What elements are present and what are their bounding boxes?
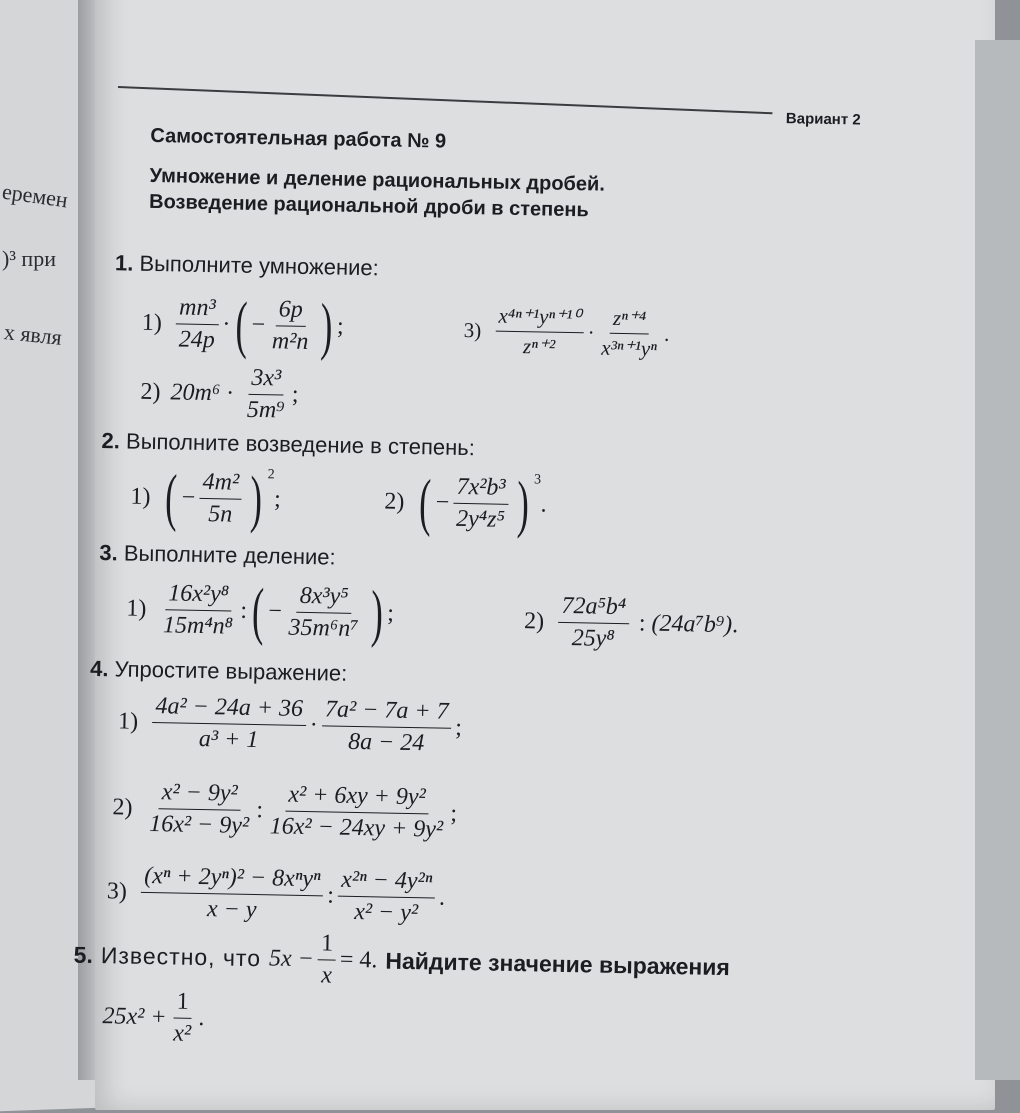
semicolon: ; bbox=[455, 714, 463, 742]
denominator: x bbox=[320, 962, 333, 989]
numerator: 1 bbox=[173, 989, 192, 1019]
numerator: (xⁿ + 2yⁿ)² − 8xⁿyⁿ bbox=[141, 863, 324, 896]
task-text: Выполните деление: bbox=[123, 540, 336, 570]
denominator: 8a − 24 bbox=[347, 728, 425, 757]
task-1-heading bbox=[115, 250, 379, 281]
task-number: 5. bbox=[73, 941, 94, 968]
fraction bbox=[244, 365, 289, 425]
left-paren: ( bbox=[234, 288, 248, 360]
task-1-item-2 bbox=[140, 363, 299, 425]
task-number: 3. bbox=[99, 540, 119, 566]
minus-sign: − bbox=[268, 597, 283, 625]
task-1-item-3 bbox=[463, 303, 670, 362]
denominator: 16x² − 24xy + 9y² bbox=[269, 813, 444, 843]
equation-lhs: 5x − bbox=[268, 945, 315, 973]
left-paren: ( bbox=[418, 466, 432, 538]
denominator: 2y⁴z⁵ bbox=[455, 505, 506, 533]
numerator: 7a² − 7a + 7 bbox=[322, 696, 452, 728]
task-1-item-1 bbox=[141, 288, 344, 362]
numerator: x² − 9y² bbox=[158, 779, 240, 811]
period: . bbox=[731, 612, 739, 639]
period: . bbox=[540, 490, 547, 518]
denominator: a³ + 1 bbox=[198, 725, 259, 754]
right-paren: ) bbox=[516, 468, 530, 540]
task-text: Выполните умножение: bbox=[139, 250, 380, 281]
fraction bbox=[453, 473, 509, 533]
division-colon: : bbox=[327, 882, 335, 909]
fraction bbox=[266, 781, 446, 843]
numerator: x⁴ⁿ⁺¹yⁿ⁺¹⁰ bbox=[495, 304, 584, 334]
task-2-item-1 bbox=[130, 461, 282, 535]
task-4-item-3 bbox=[106, 862, 445, 927]
right-paren: ) bbox=[370, 577, 384, 649]
fraction bbox=[598, 306, 661, 362]
item-label: 2) bbox=[112, 794, 133, 821]
fraction bbox=[285, 582, 362, 642]
division-colon: : bbox=[638, 610, 646, 637]
task-text: Известно, что bbox=[100, 942, 262, 972]
equation-rhs: = 4. bbox=[339, 946, 378, 974]
task-2-item-2 bbox=[384, 466, 547, 540]
fraction bbox=[321, 696, 452, 757]
fraction bbox=[495, 304, 584, 361]
left-paren: ( bbox=[251, 574, 265, 647]
fraction bbox=[146, 779, 253, 840]
dot-operator: · bbox=[309, 712, 318, 739]
numerator: zⁿ⁺⁴ bbox=[610, 306, 650, 335]
task-4-item-1 bbox=[118, 692, 463, 758]
task-text: Выполните возведение в степень: bbox=[125, 428, 476, 461]
minus-sign: − bbox=[435, 488, 450, 516]
period: . bbox=[663, 321, 670, 346]
numerator: mn³ bbox=[176, 294, 219, 325]
numerator: 3x³ bbox=[248, 365, 284, 396]
denominator: x² − y² bbox=[353, 898, 419, 927]
left-paren: ( bbox=[164, 461, 178, 533]
item-label: 3) bbox=[106, 878, 128, 905]
left-page-text-3: х явля bbox=[2, 319, 64, 350]
fraction bbox=[337, 867, 435, 928]
dot-operator: · bbox=[225, 380, 235, 407]
topic-line-2: Возведение рациональной дроби в степень bbox=[148, 190, 589, 222]
denominator: zⁿ⁺² bbox=[522, 334, 556, 359]
numerator: 4m² bbox=[199, 468, 242, 499]
task-number: 1. bbox=[114, 250, 134, 276]
task-3-item-1 bbox=[126, 574, 395, 649]
task-5-line-1 bbox=[73, 926, 730, 998]
right-paren: ) bbox=[319, 290, 333, 362]
task-3-item-2 bbox=[524, 592, 739, 655]
right-paren: ) bbox=[249, 462, 264, 535]
task-text-2: Найдите значение выражения bbox=[385, 947, 731, 981]
denominator: 15m⁴n⁸ bbox=[162, 611, 234, 640]
task-number: 4. bbox=[89, 655, 109, 682]
denominator: 24p bbox=[178, 325, 216, 353]
semicolon: ; bbox=[450, 800, 458, 827]
denominator: 25y⁸ bbox=[571, 625, 615, 652]
fraction bbox=[152, 693, 307, 755]
task-3-heading bbox=[99, 540, 336, 571]
fraction bbox=[175, 294, 219, 354]
fraction bbox=[317, 930, 336, 989]
item-label: 1) bbox=[141, 309, 163, 336]
numerator: 7x²b³ bbox=[453, 473, 509, 504]
task-number: 2. bbox=[101, 428, 121, 454]
task-2-heading bbox=[101, 428, 475, 461]
numerator: x²ⁿ − 4y²ⁿ bbox=[338, 867, 436, 899]
denominator: m²n bbox=[271, 327, 309, 355]
numerator: 8x³y⁵ bbox=[296, 582, 351, 613]
fraction bbox=[170, 988, 195, 1047]
equation bbox=[268, 929, 378, 990]
expression-lhs: 25x² + bbox=[102, 1003, 167, 1031]
denominator: 16x² − 9y² bbox=[148, 811, 250, 839]
fraction bbox=[199, 468, 243, 528]
variant-label: Вариант 2 bbox=[785, 110, 861, 129]
left-page-text-1: еремен bbox=[0, 178, 70, 213]
item-label: 1) bbox=[126, 595, 147, 622]
denominator: x² bbox=[172, 1020, 192, 1047]
item-label: 2) bbox=[140, 378, 161, 406]
item-label: 2) bbox=[384, 487, 405, 515]
fraction bbox=[140, 863, 324, 925]
item-label: 1) bbox=[117, 708, 139, 735]
numerator: x² + 6xy + 9y² bbox=[285, 782, 429, 815]
left-page-text-2: )³ при bbox=[2, 246, 56, 271]
period: . bbox=[198, 1004, 205, 1032]
semicolon: ; bbox=[291, 381, 299, 408]
numerator: 16x²y⁸ bbox=[165, 580, 232, 611]
item-label: 1) bbox=[130, 483, 151, 510]
task-text: Упростите выражение: bbox=[114, 656, 348, 686]
numerator: 72a⁵b⁴ bbox=[558, 593, 629, 624]
denominator: 5n bbox=[208, 500, 233, 528]
exponent: 3 bbox=[533, 472, 542, 488]
division-colon: : bbox=[256, 797, 264, 824]
minus-sign: − bbox=[251, 311, 266, 338]
denominator: x − y bbox=[206, 896, 257, 924]
term: (24a⁷b⁹) bbox=[651, 610, 733, 639]
item-label: 2) bbox=[523, 608, 545, 635]
work-title: Самостоятельная работа № 9 bbox=[150, 124, 447, 153]
fraction bbox=[160, 580, 237, 640]
term: 20m⁶ bbox=[170, 379, 221, 407]
fraction bbox=[558, 593, 630, 653]
fraction bbox=[269, 296, 313, 356]
exponent: 2 bbox=[267, 467, 275, 483]
semicolon: ; bbox=[386, 600, 395, 627]
semicolon: ; bbox=[273, 485, 282, 512]
denominator: x³ⁿ⁺¹yⁿ bbox=[601, 335, 658, 361]
denominator: 35m⁶n⁷ bbox=[288, 614, 359, 642]
numerator: 6p bbox=[275, 296, 306, 327]
item-label: 3) bbox=[463, 317, 482, 343]
semicolon: ; bbox=[336, 313, 344, 340]
numerator: 1 bbox=[318, 930, 337, 960]
minus-sign: − bbox=[181, 484, 196, 511]
topic-line-1: Умножение и деление рациональных дробей. bbox=[149, 164, 606, 196]
denominator: 5m⁹ bbox=[246, 396, 285, 424]
task-5-expression bbox=[102, 987, 205, 1048]
dot-operator: · bbox=[587, 320, 595, 345]
dot-operator: · bbox=[222, 310, 231, 337]
division-colon: : bbox=[240, 597, 248, 624]
period: . bbox=[438, 884, 446, 911]
task-4-heading bbox=[90, 656, 348, 687]
task-4-item-2 bbox=[112, 778, 458, 844]
numerator: 4a² − 24a + 36 bbox=[152, 693, 306, 726]
